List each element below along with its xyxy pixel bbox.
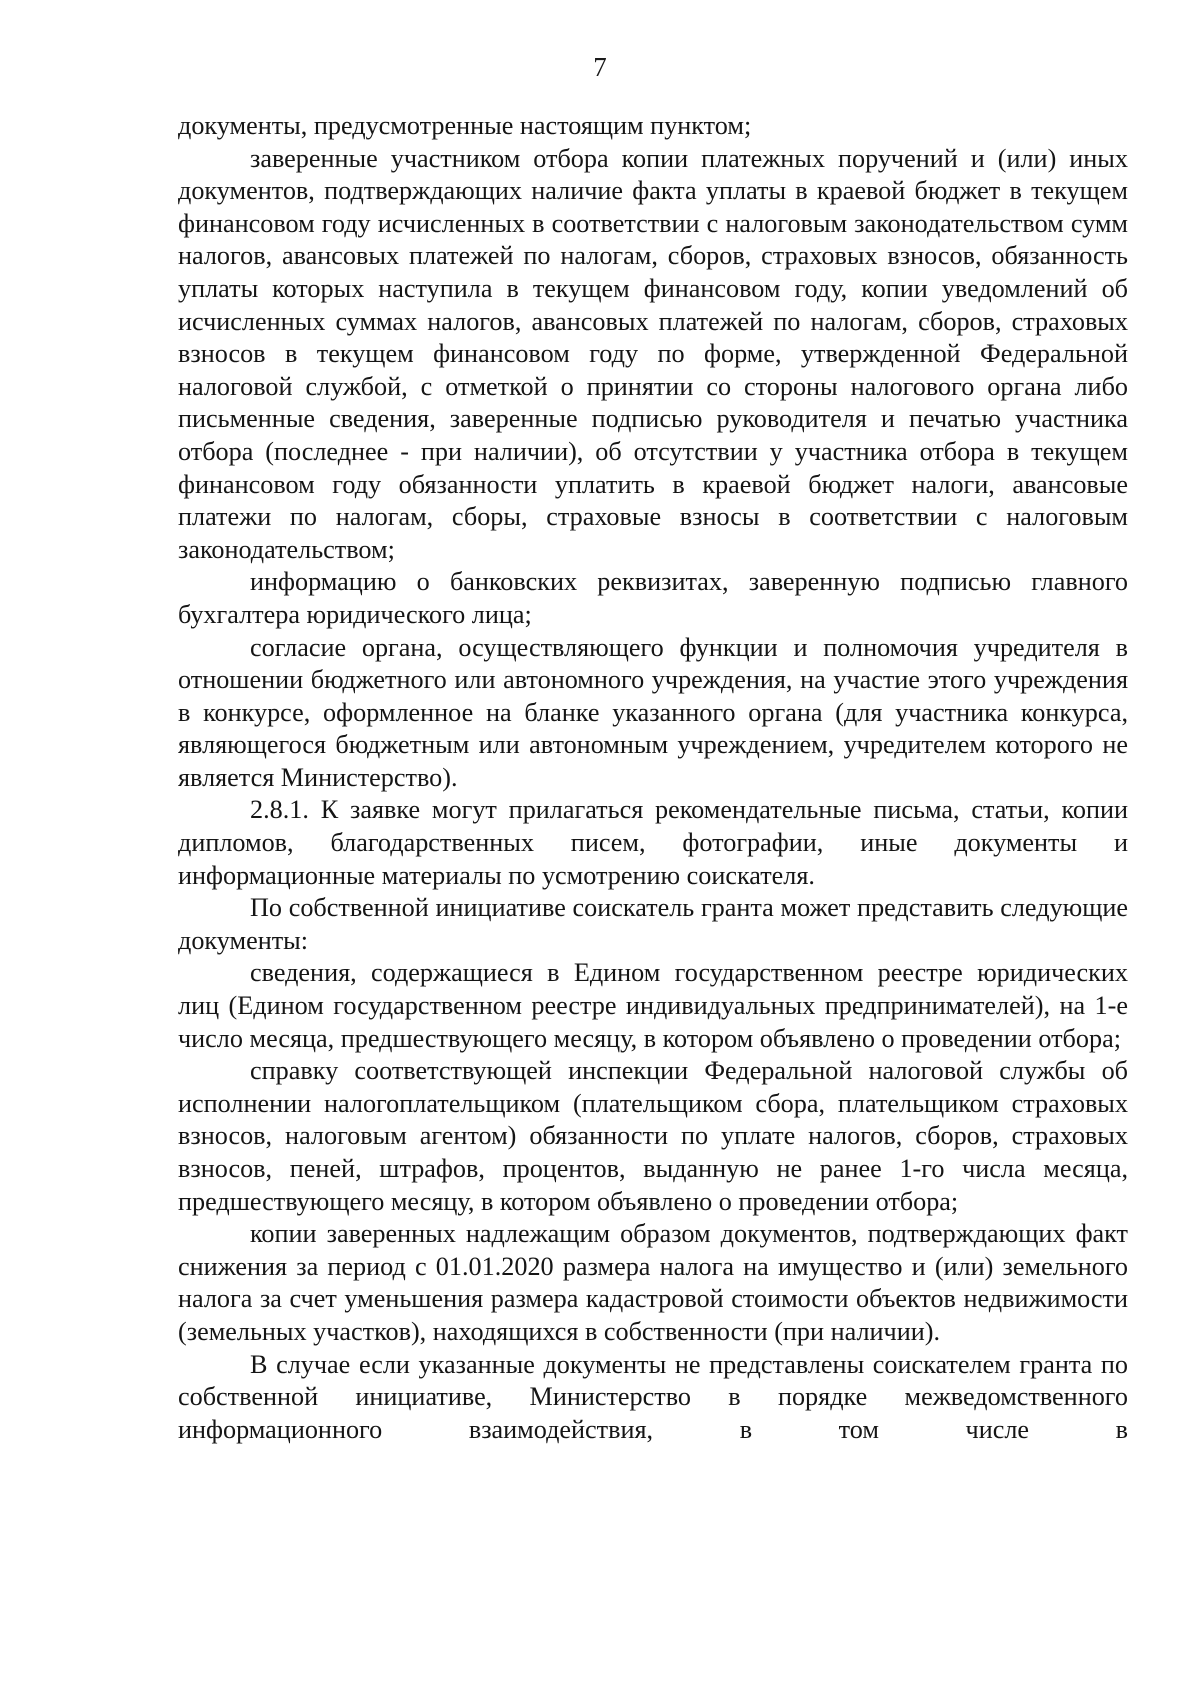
paragraph-state-register: сведения, содержащиеся в Едином государственном реестре юридических лиц (Едином государственном реестре индивидуальных предпринимателей), на 1-е число месяца, предшествующего месяцу, в котором объявлено о проведении отбора; bbox=[178, 958, 1128, 1053]
document-body bbox=[178, 110, 1128, 1446]
paragraph-founder-consent: согласие органа, осуществляющего функции и полномочия учредителя в отношении бюджетного или автономного учреждения, на участие этого учреждения в конкурсе, оформленное на бланке указанного органа (для участника конкурса, являющегося бюджетным или автономным учреждением, учредителем которого не является Министерство). bbox=[178, 632, 1128, 792]
paragraph-tax-reduction-copies: копии заверенных надлежащим образом документов, подтверждающих факт снижения за период с 01.01.2020 размера налога на имущество и (или) земельного налога за счет уменьшения размера кадастровой стоимости объектов недвижимости (земельных участков), находящихся в собственности (при наличии). bbox=[178, 1219, 1128, 1346]
paragraph-2-8-1-attachments: 2.8.1. К заявке могут прилагаться рекомендательные письма, статьи, копии дипломов, благодарственных писем, фотографии, иные документы и информационные материалы по усмотрению соискателя. bbox=[178, 795, 1128, 890]
paragraph-own-initiative: По собственной инициативе соискатель гранта может представить следующие документы: bbox=[178, 893, 1128, 955]
paragraph-ministry-request: В случае если указанные документы не представлены соискателем гранта по собственной инициативе, Министерство в порядке межведомственного информационного взаимодействия, в том числе в bbox=[178, 1349, 1128, 1444]
paragraph-tax-inspection-certificate: справку соответствующей инспекции Федеральной налоговой службы об исполнении налогоплательщиком (плательщиком сбора, плательщиком страховых взносов, налоговым агентом) обязанности по уплате налогов, сборов, страховых взносов, пеней, штрафов, процентов, выданную не ранее 1-го числа месяца, предшествующего месяцу, в котором объявлено о проведении отбора; bbox=[178, 1056, 1128, 1216]
paragraph-tax-payment-copies: заверенные участником отбора копии платежных поручений и (или) иных документов, подтверждающих наличие факта уплаты в краевой бюджет в текущем финансовом году исчисленных в соответствии с налоговым законодательством сумм налогов, авансовых платежей по налогам, сборов, страховых взносов, обязанность уплаты которых наступила в текущем финансовом году, копии уведомлений об исчисленных суммах налогов, авансовых платежей по налогам, сборов, страховых взносов в текущем финансовом году по форме, утвержденной Федеральной налоговой службой, с отметкой о принятии со стороны налогового органа либо письменные сведения, заверенные подписью руководителя и печатью участника отбора (последнее - при наличии), об отсутствии у участника отбора в текущем финансовом году обязанности уплатить в краевой бюджет налоги, авансовые платежи по налогам, сборы, страховые взносы в соответствии с налоговым законодательством; bbox=[178, 143, 1128, 564]
paragraph-documents-list-end: документы, предусмотренные настоящим пунктом; bbox=[178, 111, 752, 140]
page-number: 7 bbox=[593, 52, 607, 82]
paragraph-bank-details: информацию о банковских реквизитах, заверенную подписью главного бухгалтера юридического лица; bbox=[178, 567, 1128, 629]
